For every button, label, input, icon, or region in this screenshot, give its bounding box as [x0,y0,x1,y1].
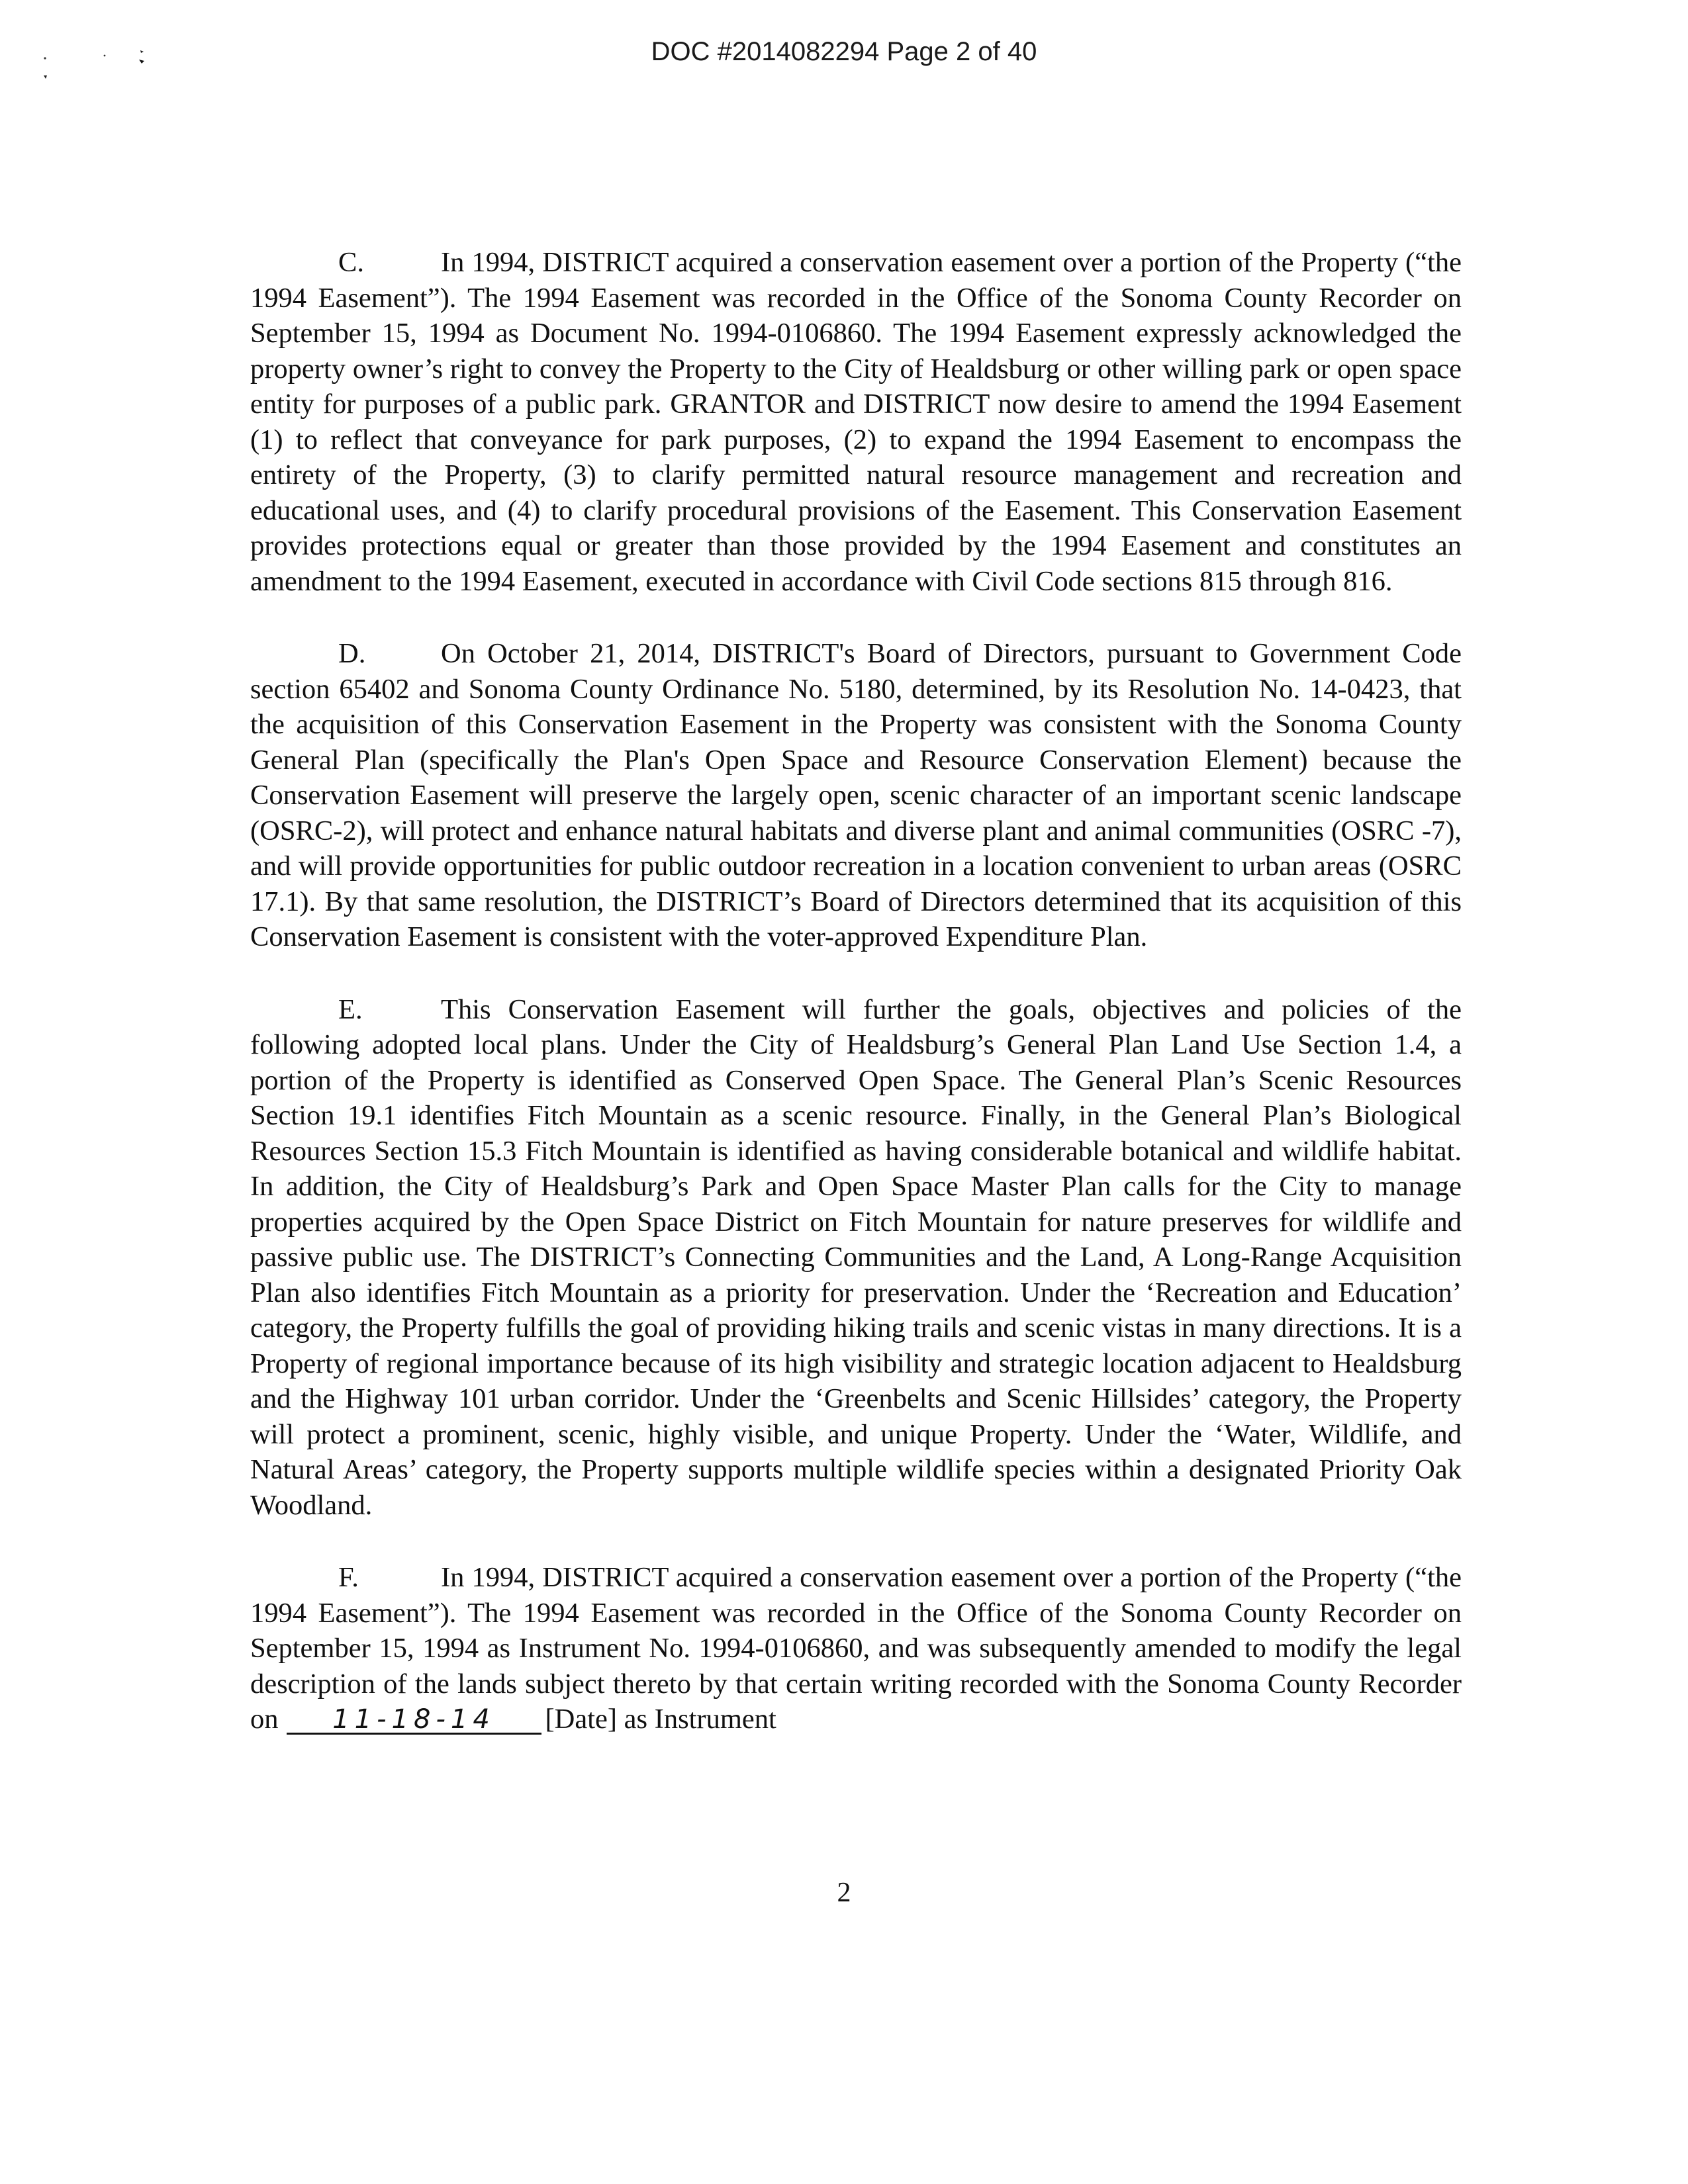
paragraph-text: This Conservation Easement will further the goals, objectives and policies of the following adopted local plans. Under the City of Healdsburg’s General Plan Land Use Section 1.4, a portion of the Property is identified as Conserved Open Space. The General Plan’s Scenic Resources Section 19.1 identifies Fitch Mountain as a scenic resource. Finally, in the General Plan’s Biological Resources Section 15.3 Fitch Mountain is identified as having considerable botanical and wildlife habitat. In addition, the City of Healdsburg’s Park and Open Space Master Plan calls for the City to manage properties acquired by the Open Space District on Fitch Mountain for nature preserves for wildlife and passive public use. The DISTRICT’s Connecting Communities and the Land, A Long-Range Acquisition Plan also identifies Fitch Mountain as a priority for preservation. Under the ‘Recreation and Education’ category, the Property fulfills the goal of providing hiking trails and scenic vistas in many directions. It is a Property of regional importance because of its high visibility and strategic location adjacent to Healdsburg and the Highway 101 urban corridor. Under the ‘Greenbelts and Scenic Hillsides’ category, the Property will protect a prominent, scenic, highly visible, and unique Property. Under the ‘Water, Wildlife, and Natural Areas’ category, the Property supports multiple wildlife species within a designated Priority Oak Woodland. [250,993,1462,1521]
paragraph-text: In 1994, DISTRICT acquired a conservation easement over a portion of the Property (“the 1994 Easement”). The 1994 Easement was recorded in the Office of the Sonoma County Recorder on September 15, 1994 as Document No. 1994-0106860. The 1994 Easement expressly acknowledged the property owner’s right to convey the Property to the City of Healdsburg or other willing park or open space entity for purposes of a public park. GRANTOR and DISTRICT now desire to amend the 1994 Easement (1) to reflect that conveyance for park purposes, (2) to expand the 1994 Easement to encompass the entirety of the Property, (3) to clarify permitted natural resource management and recreation and educational uses, and (4) to clarify procedural provisions of the Easement. This Conservation Easement provides protections equal or greater than those provided by the 1994 Easement and constitutes an amendment to the 1994 Easement, executed in accordance with Civil Code sections 815 through 816. [250,247,1462,597]
paragraph-e [250,992,1462,1524]
paragraph-label: D. [338,638,366,669]
scan-specks [41,49,154,89]
paragraph-label: F. [338,1562,359,1593]
paragraph-label: E. [338,993,363,1025]
paragraph-d [250,636,1462,955]
document-header: DOC #2014082294 Page 2 of 40 [651,37,1037,66]
paragraph-label: C. [338,247,364,278]
paragraph-f [250,1560,1462,1737]
handwritten-date: 11-18-14 [287,1706,541,1735]
paragraph-c [250,245,1462,599]
page-number: 2 [837,1878,851,1908]
paragraph-text: On October 21, 2014, DISTRICT's Board of Directors, pursuant to Government Code section 65402 and Sonoma County Ordinance No. 5180, determined, by its Resolution No. 14-0423, that the acquisition of this Conservation Easement in the Property was consistent with the Sonoma County General Plan (specifically the Plan's Open Space and Resource Conservation Element) because the Conservation Easement will preserve the largely open, scenic character of an important scenic landscape (OSRC-2), will protect and enhance natural habitats and diverse plant and animal communities (OSRC -7), and will provide opportunities for public outdoor recreation in a location convenient to urban areas (OSRC 17.1). By that same resolution, the DISTRICT’s Board of Directors determined that its acquisition of this Conservation Easement is consistent with the voter-approved Expenditure Plan. [250,638,1462,952]
paragraph-text-after: [Date] as Instrument [545,1704,776,1735]
paragraph-text: In 1994, DISTRICT acquired a conservation easement over a portion of the Property (“the 1994 Easement”). The 1994 Easement was recorded in the Office of the Sonoma County Recorder on September 15, 1994 as Instrument No. 1994-0106860, and was subsequently amended to modify the legal description of the lands subject thereto by that certain writing recorded with the Sonoma County Recorder on [250,1562,1462,1735]
document-body [250,245,1462,1774]
